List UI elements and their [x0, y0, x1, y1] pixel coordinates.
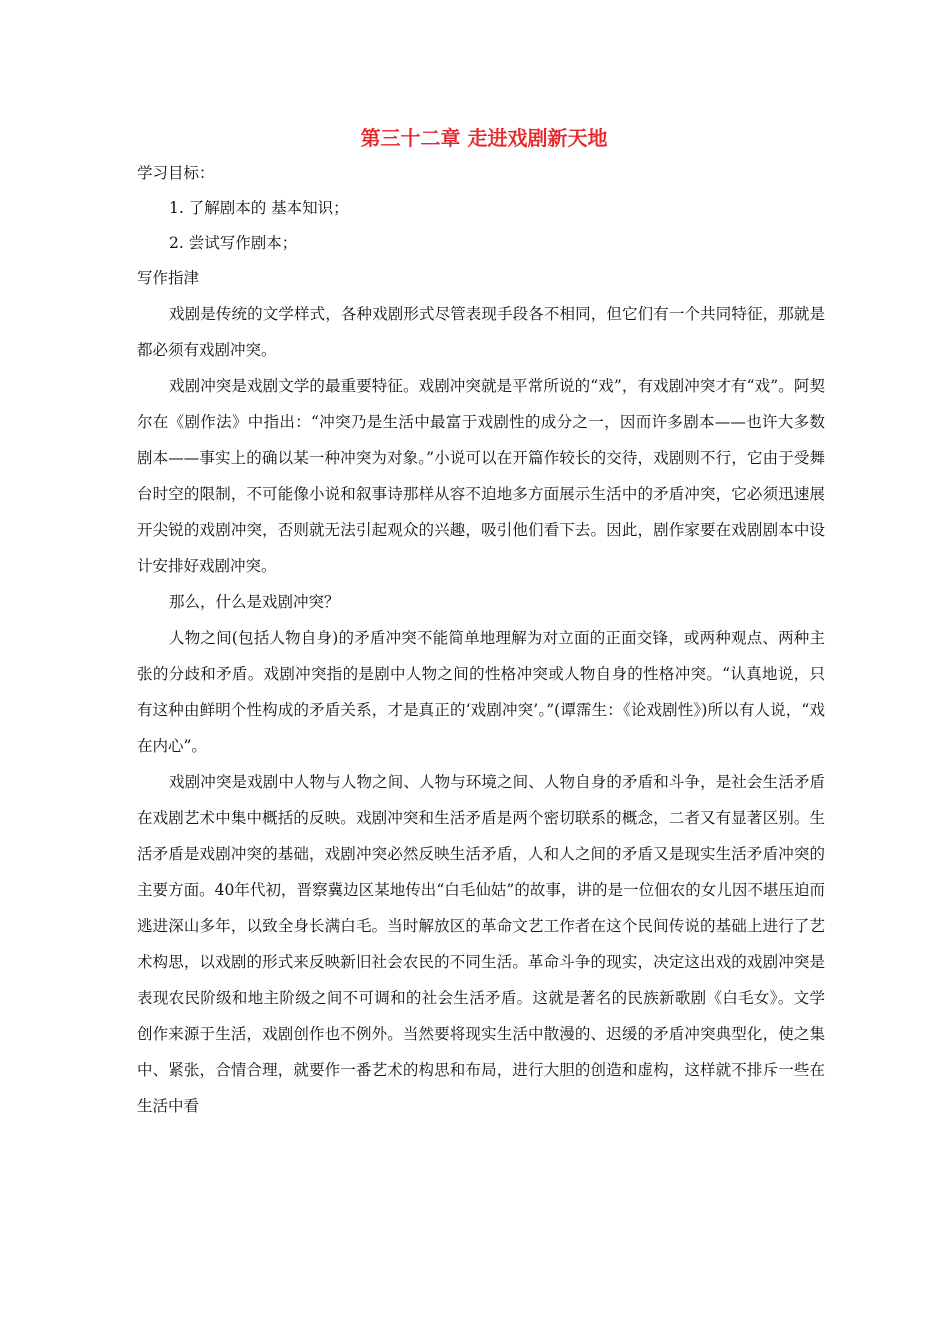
- body-paragraph: 戏剧是传统的文学样式，各种戏剧形式尽管表现手段各不相同，但它们有一个共同特征，那就是都必须有戏剧冲突。: [137, 305, 825, 359]
- guide-label: 写作指津: [137, 269, 200, 287]
- chapter-title: 第三十二章 走进戏剧新天地: [360, 126, 608, 150]
- objective-item: 2. 尝试写作剧本；: [169, 234, 298, 252]
- objectives-label: 学习目标：: [137, 164, 215, 182]
- body-paragraph: 戏剧冲突是戏剧文学的最重要特征。戏剧冲突就是平常所说的“戏”，有戏剧冲突才有“戏”。阿契尔在《剧作法》中指出：“冲突乃是生活中最富于戏剧性的成分之一，因而许多剧本——也许大多数剧本——事实上的确以某一种冲突为对象。”小说可以在开篇作较长的交待，戏剧则不行，它由于受舞台时空的限制，不可能像小说和叙事诗那样从容不迫地多方面展示生活中的矛盾冲突，它必须迅速展开尖锐的戏剧冲突，否则就无法引起观众的兴趣，吸引他们看下去。因此，剧作家要在戏剧剧本中设计安排好戏剧冲突。: [137, 377, 825, 575]
- body-paragraph: 戏剧冲突是戏剧中人物与人物之间、人物与环境之间、人物自身的矛盾和斗争，是社会生活矛盾在戏剧艺术中集中概括的反映。戏剧冲突和生活矛盾是两个密切联系的概念，二者又有显著区别。生活矛盾是戏剧冲突的基础，戏剧冲突必然反映生活矛盾，人和人之间的矛盾又是现实生活矛盾冲突的主要方面。40年代初，晋察冀边区某地传出“白毛仙姑”的故事，讲的是一位佃农的女儿因不堪压迫而逃进深山多年，以致全身长满白毛。当时解放区的革命文艺工作者在这个民间传说的基础上进行了艺术构思，以戏剧的形式来反映新旧社会农民的不同生活。革命斗争的现实，决定这出戏的戏剧冲突是表现农民阶级和地主阶级之间不可调和的社会生活矛盾。这就是著名的民族新歌剧《白毛女》。文学创作来源于生活，戏剧创作也不例外。当然要将现实生活中散漫的、迟缓的矛盾冲突典型化，使之集中、紧张，合情合理，就要作一番艺术的构思和布局，进行大胆的创造和虚构，这样就不排斥一些在生活中看: [137, 773, 825, 1115]
- objective-item: 1. 了解剧本的 基本知识；: [169, 199, 349, 217]
- body-paragraph: 那么，什么是戏剧冲突？: [169, 593, 340, 611]
- body-paragraph: 人物之间(包括人物自身)的矛盾冲突不能简单地理解为对立面的正面交锋，或两种观点、两种主张的分歧和矛盾。戏剧冲突指的是剧中人物之间的性格冲突或人物自身的性格冲突。“认真地说，只有这种由鲜明个性构成的矛盾关系，才是真正的‘戏剧冲突’。”(谭霈生：《论戏剧性》)所以有人说，“戏在内心”。: [137, 629, 825, 755]
- document-page: [137, 120, 825, 1124]
